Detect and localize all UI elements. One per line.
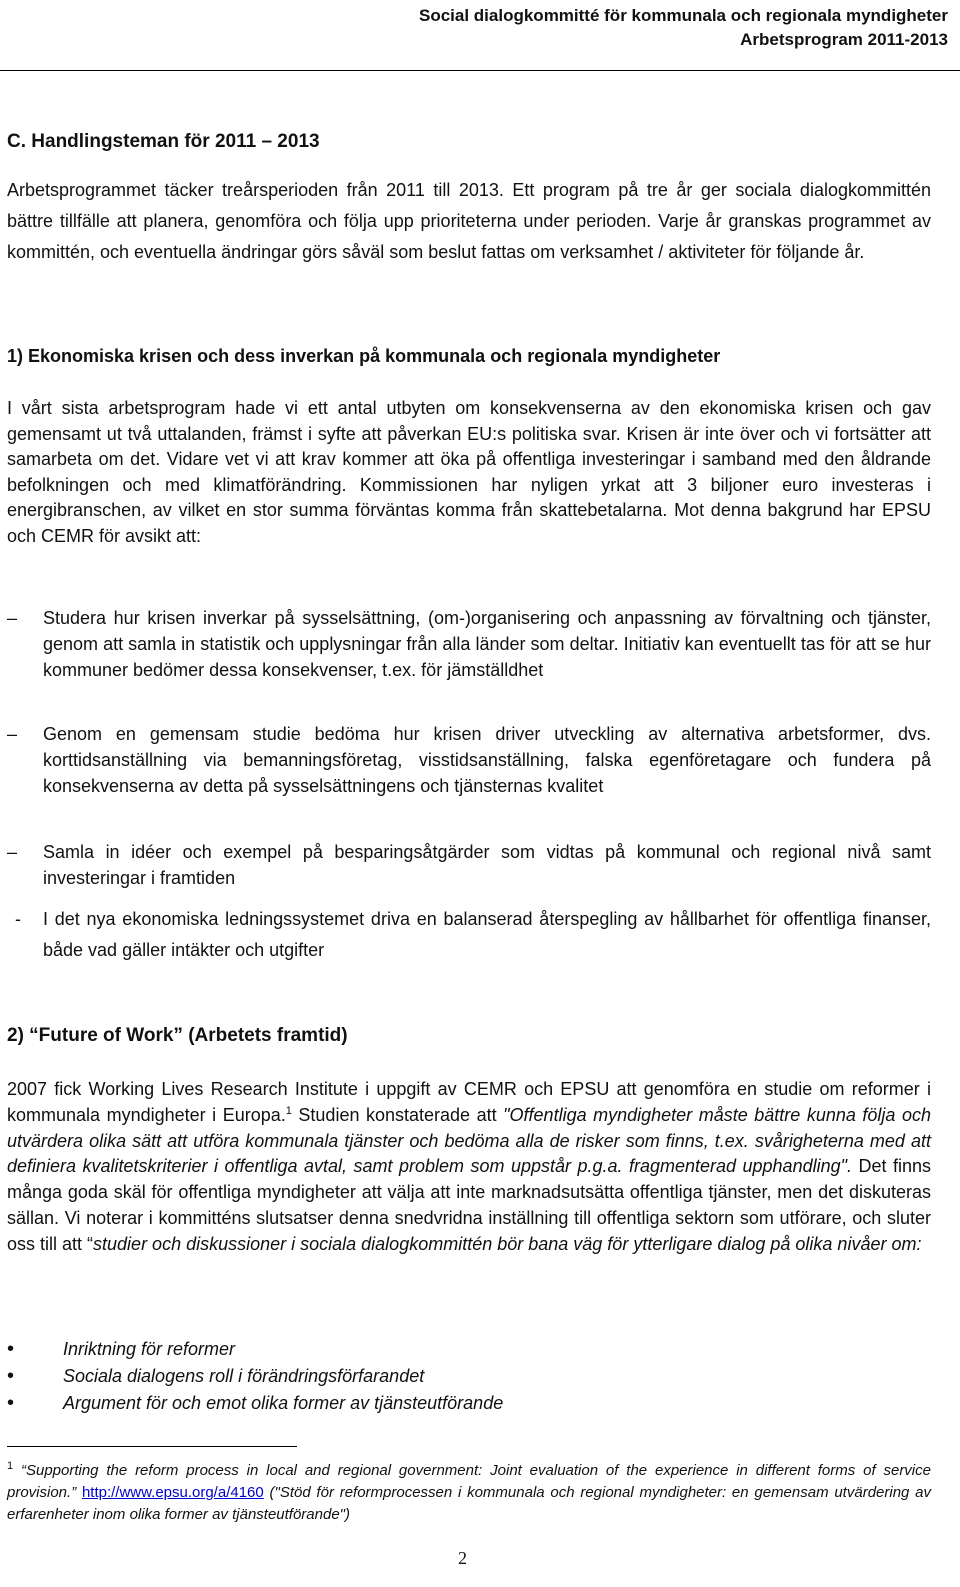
quote-text: "Offentliga myndigheter måste bättre kunna följa och utvärdera olika sätt att utföra kommunala tjänster och bedöma alla de risker som finns, t.ex. svårigheterna med att definiera kvalitetskriterier i offentliga avtal, samt problem som uppstår p.g.a. fragmenterad upphandling". xyxy=(7,1104,931,1177)
list-item xyxy=(7,721,931,799)
quote-text: studier och diskussioner i sociala dialogkommittén bör bana väg för ytterligare dialog på olika nivåer om: xyxy=(93,1233,922,1254)
footnote xyxy=(7,1460,931,1526)
para-text: Det finns många goda skäl för offentliga myndigheter att välja att inte marknadsutsätta offentliga tjänster, men det diskuteras sällan. Vi noterar i kommitténs slutsatser denna snedvridna inställning till offentliga sektorn som utförare, och sluter oss till att “ xyxy=(7,1156,931,1254)
header-divider xyxy=(0,70,960,71)
list-item-text: Inriktning för reformer xyxy=(63,1339,236,1359)
footnote-link[interactable]: http://www.epsu.org/a/4160 xyxy=(81,1484,264,1501)
dash-marker: – xyxy=(7,842,18,862)
section-2-title: 2) “Future of Work” (Arbetets framtid) xyxy=(7,1025,348,1046)
bullet-icon: • xyxy=(7,1338,15,1360)
running-header xyxy=(419,4,948,52)
dash-marker: – xyxy=(7,724,18,744)
list-item xyxy=(7,904,931,966)
section-c-intro: Arbetsprogrammet täcker treårsperioden från 2011 till 2013. Ett program på tre år ger sociala dialogkommittén bättre tillfälle att planera, genomföra och följa upp prioriteterna under perioden. Varje år granskas programmet av kommittén, och eventuella ändringar görs såväl som beslut fattas om verksamhet / aktiviteter för följande år. xyxy=(7,180,931,262)
dash-marker: - xyxy=(15,909,21,929)
list-item xyxy=(7,1390,503,1417)
section-1-paragraph: I vårt sista arbetsprogram hade vi ett antal utbyten om konsekvenserna av den ekonomiska krisen och gav gemensamt ut två uttalanden, främst i syfte att påverkan EU:s politiska svar. Krisen är inte över och vi fortsätter att samarbeta om det. Vidare vet vi att krav kommer att öka på offentliga investeringar i samband med den åldrande befolkningen och med klimatförändring. Kommissionen har nyligen yrkat att 3 biljoner euro investeras i energibranschen, av vilket en stor summa förväntas komma från skattebetalarna. Mot denna bakgrund har EPSU och CEMR för avsikt att: xyxy=(7,398,931,546)
dash-marker: – xyxy=(7,608,18,628)
footnote-number: 1 xyxy=(7,1460,14,1472)
footnote-ref[interactable]: 1 xyxy=(285,1104,292,1117)
header-subtitle: Arbetsprogram 2011-2013 xyxy=(740,30,948,49)
bullet-icon: • xyxy=(7,1365,15,1387)
list-item xyxy=(7,1363,503,1390)
section-2-paragraph xyxy=(7,1077,931,1258)
para-text: Studien konstaterade att xyxy=(291,1104,504,1125)
section-1-title: 1) Ekonomiska krisen och dess inverkan på kommunala och regionala myndigheter xyxy=(7,346,721,366)
header-title: Social dialogkommitté för kommunala och regionala myndigheter xyxy=(419,6,948,25)
section-c-title: C. Handlingsteman för 2011 – 2013 xyxy=(7,131,320,152)
list-item-text: Samla in idéer och exempel på besparingsåtgärder som vidtas på kommunal och regional nivå samt investeringar i framtiden xyxy=(43,842,931,888)
bullet-icon: • xyxy=(7,1392,15,1414)
page-number: 2 xyxy=(458,1548,467,1568)
list-item xyxy=(7,1336,503,1363)
footnote-text: ("Stöd för reformprocessen i kommunala och regional myndigheter: en gemensam utvärdering av erfarenheter inom olika former av tjänsteutförande") xyxy=(7,1484,931,1523)
list-item xyxy=(7,839,931,891)
list-item-text: Sociala dialogens roll i förändringsförfarandet xyxy=(63,1366,425,1386)
list-item-text: Genom en gemensam studie bedöma hur krisen driver utveckling av alternativa arbetsformer, dvs. korttidsanställning via bemanningsföretag, visstidsanställning, falska egenföretagare och fundera på konsekvenserna av detta på sysselsättningens och tjänsternas kvalitet xyxy=(43,724,931,796)
bullet-list xyxy=(7,1336,503,1417)
footnote-text: “Supporting the reform process in local and regional government: Joint evaluation of the experience in different forms of service provision.” xyxy=(7,1462,931,1501)
list-item-text: Studera hur krisen inverkar på sysselsättning, (om-)organisering och anpassning av förvaltning och tjänster, genom att samla in statistik och upplysningar från alla länder som deltar. Initiativ kan eventuellt tas för att se hur kommuner bedömer dessa konsekvenser, t.ex. för jämställdhet xyxy=(43,608,931,680)
para-text: 2007 fick Working Lives Research Institute i uppgift av CEMR och EPSU att genomföra en studie om reformer i kommunala myndigheter i Europa. xyxy=(7,1079,931,1125)
list-item xyxy=(7,605,931,683)
list-item-text: Argument för och emot olika former av tjänsteutförande xyxy=(63,1393,504,1413)
footnote-divider xyxy=(7,1446,297,1447)
list-item-text: I det nya ekonomiska ledningssystemet driva en balanserad återspegling av hållbarhet för offentliga finanser, både vad gäller intäkter och utgifter xyxy=(43,909,931,960)
